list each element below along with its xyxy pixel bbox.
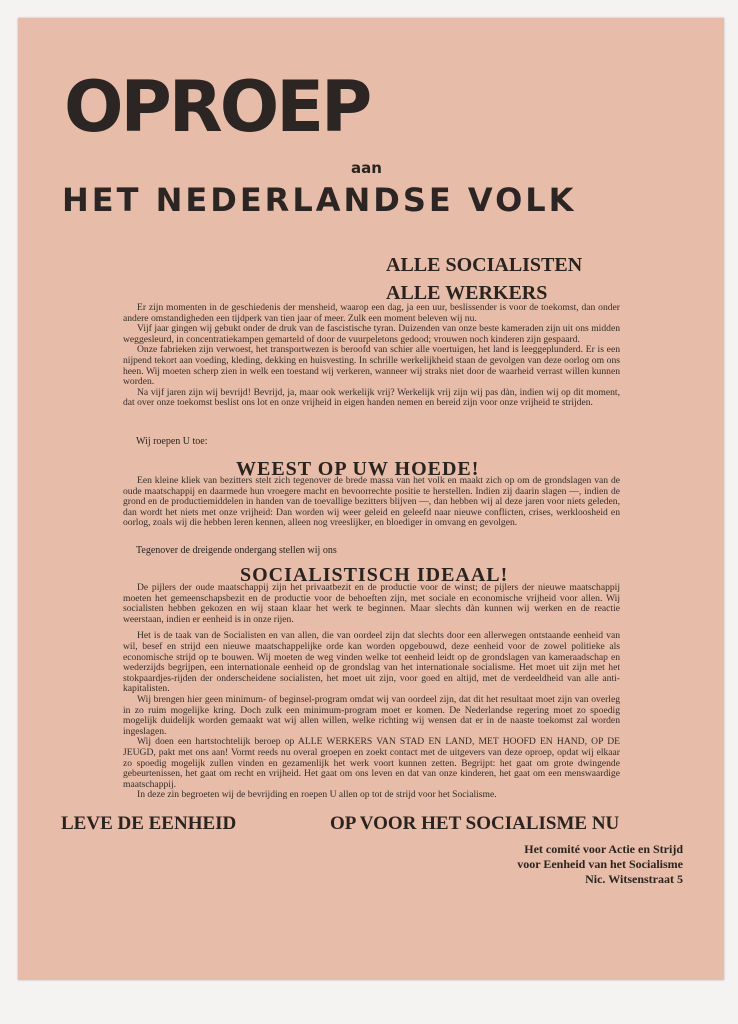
addressee-heading: HET NEDERLANDSE VOLK <box>62 181 577 219</box>
signature-line: Het comité voor Actie en Strijd <box>524 842 683 856</box>
opposition-line: Tegenover de dreigende ondergang stellen wij ons <box>136 545 337 556</box>
title-connector: aan <box>351 159 382 177</box>
beware-paragraph: Een kleine kliek van bezitters stelt zich tegenover de brede massa van het volk en maakt zich op om de grondslagen van de oude maatschappij en daarmede hun vroegere macht en bevoorrechte positie te herstellen. Indien zij daarin slagen —, indien de grond en de productiemiddelen in handen van de toevallige bezitters blijven —, dan hebben wij al deze jaren voor niets geleden, dan wordt het niets met onze vrijheid: Dan worden wij weer geleid en geleefd naar nieuwe conflicten, crises, werkloosheid en oorlog, zoals wij die hebben leren kennen, alleen nog vreeslijker, en bloediger in omvang en gevolgen. <box>123 475 620 529</box>
subtitle-workers: ALLE WERKERS <box>386 282 548 304</box>
intro-paragraph: Er zijn momenten in de geschiedenis der mensheid, waarop een dag, ja een uur, beslissender is voor de toekomst, dan onder andere omstandigheden een tijdperk van tien jaar of meer. Zulk een moment beleven wij nu. <box>123 302 620 324</box>
ideal-paragraph: In deze zin begroeten wij de bevrijding en roepen U allen op tot de strijd voor het Socialisme. <box>137 789 497 801</box>
ideal-text <box>123 583 620 801</box>
intro-paragraph: Onze fabrieken zijn verwoest, het transportwezen is beroofd van schier alle voertuigen, het land is leeggeplunderd. Er is een nijpend tekort aan voeding, kleding, dekking en huisvesting. In schrille werkelijkheid staan de gevolgen van deze oorlog om ons heen. Wij moeten scherp zien in welk een toestand wij verkeren, wanneer wij straks niet door de waarheid verrast willen kunnen worden. <box>123 344 620 388</box>
ideal-paragraph: Wij brengen hier geen minimum- of beginsel-program omdat wij van oordeel zijn, dat dit het resultaat moet zijn van overleg in zo ruim mogelijke kring. Doch zulk een minimum-program moet er komen. De Nederlandse regering moet zo spoedig mogelijk duidelijk worden gemaakt wat wij allen willen, welke richting wij wensen dat er in de naaste toekomst zal worden ingeslagen. <box>123 693 620 737</box>
signature-address: Nic. Witsenstraat 5 <box>585 872 683 886</box>
ideal-paragraph: De pijlers der oude maatschappij zijn het privaatbezit en de productie voor de winst; de pijlers der nieuwe maatschappij moeten het gemeenschapsbezit en de productie voor de behoeften zijn, met sociale en economische vrijheid voor allen. Wij socialisten hebben gekozen en wij staan klaar het werk te beginnen. Maar slechts dàn kunnen wij werken en de reactie weerstaan, indien er eenheid is in onze rijen. <box>123 582 620 625</box>
intro-paragraph: Vijf jaar gingen wij gebukt onder de druk van de fascistische tyran. Duizenden van onze beste kameraden zijn uit ons midden weggesleurd, in concentratiekampen gemarteld of door de vuurpeletons gedood; vrouwen noch kinderen zijn gespaard. <box>123 323 620 345</box>
pamphlet-title: OPROEP <box>64 66 370 148</box>
intro-text <box>123 303 620 409</box>
heading-ideal: SOCIALISTISCH IDEAAL! <box>240 564 509 586</box>
signature-block <box>448 842 683 887</box>
ideal-paragraph: Het is de taak van de Socialisten en van allen, die van oordeel zijn dat slechts door een allerwegen ontstaande eenheid van wil, besef en strijd een nieuwe maatschappelijke orde kan worden opgebouwd, deze eenheid voor de zowel politieke als economische strijd op te bouwen. Wij moeten de weg vinden welke tot eenheid leidt op de grondslagen van kameraadschap en wederzijds begrijpen, een internationale eenheid op de grondslag van het internationale socialisme. Het moet uit zijn met het stokpaardjes-rijden der onderscheidene socialisten, het moet uit zijn, voor goed en altijd, met de verdeeldheid van alle anti-kapitalisten. <box>123 630 620 695</box>
slogan-socialism: OP VOOR HET SOCIALISME NU <box>330 813 620 834</box>
subtitle-socialists: ALLE SOCIALISTEN <box>386 254 583 276</box>
heading-beware: WEEST OP UW HOEDE! <box>236 458 480 480</box>
beware-text <box>123 476 620 529</box>
ideal-paragraph: Wij doen een hartstochtelijk beroep op ALLE WERKERS VAN STAD EN LAND, MET HOOFD EN HAND, OP DE JEUGD, pakt met ons aan! Vormt reeds nu overal groepen en zoekt contact met de uitgevers van deze oproep, opdat wij elkaar zo spoedig mogelijk zullen vinden en gezamenlijk het werk voort kunnen zetten. Begrijpt: het gaat om grote dwingende gebeurtenissen, het gaat om recht en vrijheid. Het gaat om ons leven en dat van onze kinderen, het gaat om een menswaardige maatschappij. <box>123 736 620 790</box>
signature-line: voor Eenheid van het Socialisme <box>517 857 683 871</box>
call-line: Wij roepen U toe: <box>136 436 208 447</box>
pamphlet-sheet <box>18 18 724 980</box>
intro-paragraph: Na vijf jaren zijn wij bevrijd! Bevrijd, ja, maar ook werkelijk vrij? Werkelijk vrij zijn wij pas dàn, indien wij op dit moment, dat over onze toekomst beslist ons lot en onze vrijheid in eigen handen nemen en bereid zijn voor onze vrijheid te strijden. <box>123 386 620 409</box>
slogan-unity: LEVE DE EENHEID <box>61 813 237 834</box>
